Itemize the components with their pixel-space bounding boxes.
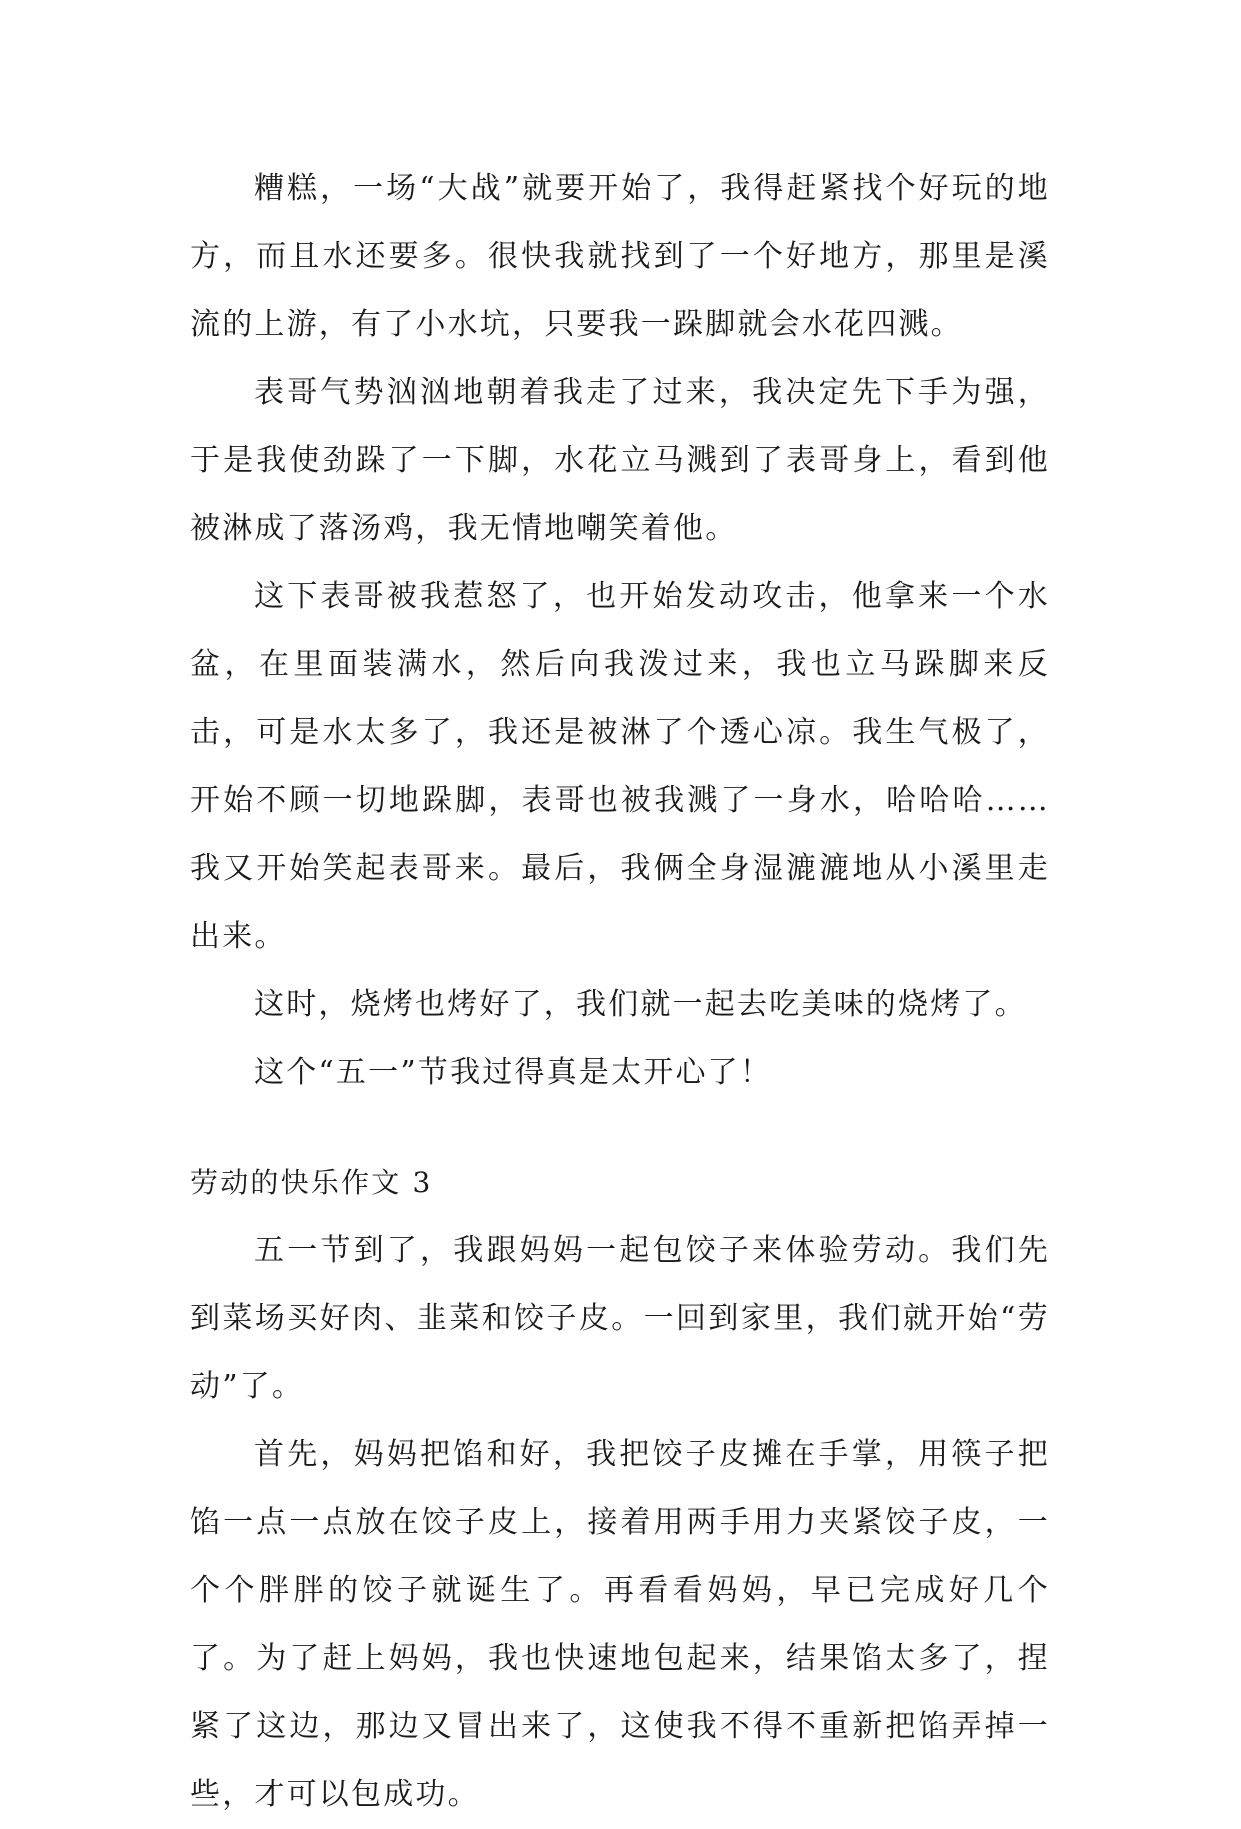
section-title: 劳动的快乐作文 3 — [190, 1166, 433, 1199]
paragraph: 这下表哥被我惹怒了，也开始发动攻击，他拿来一个水盆，在里面装满水，然后向我泼过来，我也立马跺脚来反击，可是水太多了，我还是被淋了个透心凉。我生气极了，开始不顾一切地跺脚，表哥也被我溅了一身水，哈哈哈……我又开始笑起表哥来。最后，我俩全身湿漉漉地从小溪里走出来。 — [190, 579, 1050, 954]
section-gap — [190, 1107, 1050, 1149]
paragraph: 首先，妈妈把馅和好，我把饺子皮摊在手掌，用筷子把馅一点一点放在饺子皮上，接着用两手用力夹紧饺子皮，一个个胖胖的饺子就诞生了。再看看妈妈，早已完成好几个了。为了赶上妈妈，我也快速地包起来，结果馅太多了，捏紧了这边，那边又冒出来了，这使我不得不重新把馅弄掉一些，才可以包成功。 — [190, 1437, 1050, 1812]
paragraph: 糟糕，一场“大战”就要开始了，我得赶紧找个好玩的地方，而且水还要多。很快我就找到了一个好地方，那里是溪流的上游，有了小水坑，只要我一跺脚就会水花四溅。 — [190, 171, 1050, 342]
paragraph: 表哥气势汹汹地朝着我走了过来，我决定先下手为强，于是我使劲跺了一下脚，水花立马溅到了表哥身上，看到他被淋成了落汤鸡，我无情地嘲笑着他。 — [190, 375, 1050, 546]
paragraph: 这时，烧烤也烤好了，我们就一起去吃美味的烧烤了。 — [254, 987, 1027, 1022]
paragraph: 五一节到了，我跟妈妈一起包饺子来体验劳动。我们先到菜场买好肉、韭菜和饺子皮。一回到家里，我们就开始“劳动”了。 — [190, 1233, 1050, 1404]
document-page — [190, 155, 1050, 1829]
paragraph: 这个“五一”节我过得真是太开心了！ — [254, 1055, 773, 1090]
